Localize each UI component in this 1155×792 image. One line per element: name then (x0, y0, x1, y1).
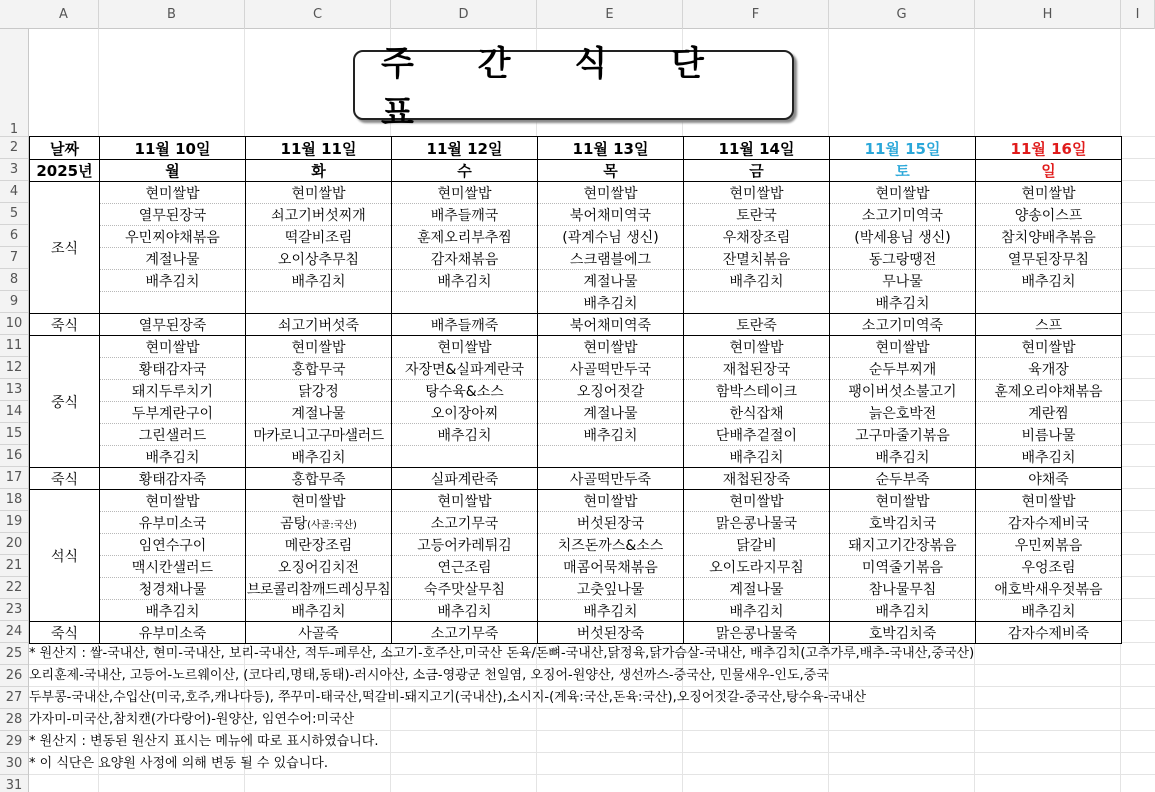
menu-item-cell[interactable]: 훈제오리야채볶음 (976, 380, 1122, 402)
menu-item-cell[interactable]: 잔멸치볶음 (684, 248, 830, 270)
menu-item-cell[interactable]: 현미쌀밥 (830, 182, 976, 204)
column-header-f[interactable]: F (683, 0, 829, 29)
column-header-i[interactable]: I (1121, 0, 1155, 29)
column-header-d[interactable]: D (391, 0, 537, 29)
menu-item-cell[interactable]: 참나물무침 (830, 578, 976, 600)
menu-item-cell[interactable]: 팽이버섯소불고기 (830, 380, 976, 402)
porridge-cell[interactable]: 토란죽 (684, 314, 830, 336)
menu-item-cell[interactable]: 육개장 (976, 358, 1122, 380)
menu-item-cell[interactable]: 고등어카레튀김 (392, 534, 538, 556)
menu-item-cell[interactable]: 양송이스프 (976, 204, 1122, 226)
menu-item-cell[interactable]: 브로콜리참깨드레싱무침 (246, 578, 392, 600)
menu-item-cell[interactable]: 참치양배추볶음 (976, 226, 1122, 248)
menu-item-cell[interactable]: 열무된장무침 (976, 248, 1122, 270)
porridge-cell[interactable]: 사골죽 (246, 622, 392, 644)
column-header-c[interactable]: C (245, 0, 391, 29)
porridge-cell[interactable]: 유부미소죽 (100, 622, 246, 644)
menu-item-cell[interactable]: 현미쌀밥 (246, 490, 392, 512)
row-header-4[interactable]: 4 (0, 181, 28, 203)
note-line[interactable]: * 원산지 : 변동된 원산지 표시는 메뉴에 따로 표시하였습니다. (29, 734, 379, 749)
row-header-15[interactable]: 15 (0, 423, 28, 445)
row-header-31[interactable]: 31 (0, 775, 28, 792)
menu-item-cell[interactable]: 배추김치 (830, 600, 976, 622)
menu-item-cell[interactable]: 현미쌀밥 (246, 182, 392, 204)
porridge-cell[interactable]: 스프 (976, 314, 1122, 336)
menu-item-cell[interactable] (684, 292, 830, 314)
menu-item-cell[interactable]: 맑은콩나물국 (684, 512, 830, 534)
menu-item-cell[interactable]: 청경채나물 (100, 578, 246, 600)
row-header-29[interactable]: 29 (0, 731, 28, 753)
menu-item-cell[interactable]: 닭강정 (246, 380, 392, 402)
menu-item-cell[interactable]: 오징어젓갈 (538, 380, 684, 402)
row-header-19[interactable]: 19 (0, 511, 28, 533)
menu-item-cell[interactable]: 현미쌀밥 (538, 336, 684, 358)
porridge-cell[interactable]: 소고기무죽 (392, 622, 538, 644)
menu-table (29, 136, 1122, 644)
menu-item-cell[interactable]: 감자수제비국 (976, 512, 1122, 534)
menu-item-cell[interactable]: (박세용님 생신) (830, 226, 976, 248)
row-header-25[interactable]: 25 (0, 643, 28, 665)
menu-item-cell[interactable]: 단배추겉절이 (684, 424, 830, 446)
menu-item-cell[interactable]: 현미쌀밥 (830, 490, 976, 512)
menu-item-cell[interactable]: 순두부찌개 (830, 358, 976, 380)
note-line[interactable]: 두부콩-국내산,수입산(미국,호주,캐나다등), 쭈꾸미-태국산,떡갈비-돼지고기(국내산),소시지-(계육:국산,돈육:국산),오징어젓갈-중국산,탕수육-국내산 (29, 690, 867, 705)
menu-item-cell[interactable]: 오이장아찌 (392, 402, 538, 424)
menu-item-cell[interactable]: 버섯된장국 (538, 512, 684, 534)
menu-item-cell[interactable]: 북어채미역국 (538, 204, 684, 226)
column-header-g[interactable]: G (829, 0, 975, 29)
menu-item-cell[interactable] (246, 292, 392, 314)
menu-item-cell[interactable]: 현미쌀밥 (538, 182, 684, 204)
menu-item-cell[interactable]: 배추김치 (538, 424, 684, 446)
row-header-13[interactable]: 13 (0, 379, 28, 401)
row-header-20[interactable]: 20 (0, 533, 28, 555)
page-title: 주 간 식 단 표 (381, 44, 730, 133)
menu-item-cell[interactable]: 배추김치 (246, 446, 392, 468)
menu-item-cell[interactable]: 계절나물 (246, 402, 392, 424)
menu-item-cell[interactable]: 배추김치 (538, 292, 684, 314)
menu-item-cell[interactable]: 현미쌀밥 (830, 336, 976, 358)
menu-item-cell[interactable]: 닭갈비 (684, 534, 830, 556)
menu-item-cell[interactable]: 함박스테이크 (684, 380, 830, 402)
column-header-e[interactable]: E (537, 0, 683, 29)
row-header-10[interactable]: 10 (0, 313, 28, 335)
menu-item-cell[interactable]: 배추김치 (392, 600, 538, 622)
porridge-cell[interactable]: 사골떡만두죽 (538, 468, 684, 490)
row-header-7[interactable]: 7 (0, 247, 28, 269)
menu-item-cell[interactable]: 황태감자국 (100, 358, 246, 380)
porridge-cell[interactable]: 소고기미역죽 (830, 314, 976, 336)
porridge-label-cell[interactable]: 죽식 (30, 314, 100, 336)
row-header-24[interactable]: 24 (0, 621, 28, 643)
menu-item-cell[interactable]: 한식잡채 (684, 402, 830, 424)
menu-item-cell[interactable]: 배추김치 (830, 446, 976, 468)
row-header-11[interactable]: 11 (0, 335, 28, 357)
weekday-cell[interactable]: 일 (976, 160, 1122, 182)
menu-item-cell[interactable]: 열무된장국 (100, 204, 246, 226)
row-header-12[interactable]: 12 (0, 357, 28, 379)
menu-item-cell[interactable]: 계절나물 (538, 270, 684, 292)
year-label-cell[interactable]: 2025년 (30, 160, 100, 182)
menu-item-cell[interactable]: 호박김치국 (830, 512, 976, 534)
date-cell[interactable]: 11월 14일 (684, 137, 830, 160)
row-header-26[interactable]: 26 (0, 665, 28, 687)
menu-item-cell[interactable]: 오이상추무침 (246, 248, 392, 270)
menu-item-cell[interactable]: 재첩된장국 (684, 358, 830, 380)
menu-item-cell[interactable]: 현미쌀밥 (100, 336, 246, 358)
menu-item-cell[interactable] (100, 292, 246, 314)
menu-item-cell[interactable]: 배추김치 (100, 270, 246, 292)
row-header-21[interactable]: 21 (0, 555, 28, 577)
date-cell[interactable]: 11월 16일 (976, 137, 1122, 160)
menu-item-cell[interactable]: 우민찌야채볶음 (100, 226, 246, 248)
menu-item-cell[interactable] (538, 446, 684, 468)
menu-item-cell[interactable]: 곰탕(사골:국산) (246, 512, 392, 534)
menu-item-cell[interactable]: 오이도라지무침 (684, 556, 830, 578)
title-box[interactable] (353, 44, 794, 133)
weekday-cell[interactable]: 목 (538, 160, 684, 182)
menu-item-cell[interactable]: 그린샐러드 (100, 424, 246, 446)
menu-item-cell[interactable]: 소고기무국 (392, 512, 538, 534)
menu-item-cell[interactable]: 현미쌀밥 (976, 490, 1122, 512)
porridge-cell[interactable]: 야채죽 (976, 468, 1122, 490)
porridge-cell[interactable]: 열무된장죽 (100, 314, 246, 336)
menu-item-cell[interactable]: (곽계수님 생신) (538, 226, 684, 248)
menu-item-cell[interactable]: 탕수육&소스 (392, 380, 538, 402)
menu-item-cell[interactable]: 떡갈비조림 (246, 226, 392, 248)
menu-item-cell[interactable]: 자장면&실파계란국 (392, 358, 538, 380)
note-line[interactable]: * 원산지 : 쌀-국내산, 현미-국내산, 보리-국내산, 적두-페루산, 소고기-호주산,미국산 돈육/돈뼈-국내산,닭정육,닭가슴살-국내산, 배추김치(고추가루,배추-국내산,중국산) (29, 646, 975, 661)
row-header-28[interactable]: 28 (0, 709, 28, 731)
menu-item-cell[interactable]: 배추김치 (100, 600, 246, 622)
menu-item-cell[interactable]: 배추김치 (684, 446, 830, 468)
menu-item-cell[interactable]: 애호박새우젓볶음 (976, 578, 1122, 600)
menu-item-cell[interactable]: 돼지두루치기 (100, 380, 246, 402)
weekday-cell[interactable]: 금 (684, 160, 830, 182)
row-header-22[interactable]: 22 (0, 577, 28, 599)
menu-item-cell[interactable]: 현미쌀밥 (976, 336, 1122, 358)
menu-item-cell[interactable]: 쇠고기버섯찌개 (246, 204, 392, 226)
menu-item-cell[interactable]: 홍합무국 (246, 358, 392, 380)
note-line[interactable]: 가자미-미국산,참치캔(가다랑어)-원양산, 임연수어:미국산 (29, 712, 355, 727)
porridge-label-cell[interactable]: 죽식 (30, 468, 100, 490)
row-header-9[interactable]: 9 (0, 291, 28, 313)
menu-item-cell[interactable] (392, 292, 538, 314)
menu-item-cell[interactable]: 스크램블에그 (538, 248, 684, 270)
menu-item-cell[interactable]: 배추김치 (100, 446, 246, 468)
menu-item-cell[interactable]: 현미쌀밥 (246, 336, 392, 358)
menu-item-cell[interactable]: 우채장조림 (684, 226, 830, 248)
row-header-18[interactable]: 18 (0, 489, 28, 511)
menu-item-cell[interactable]: 배추김치 (538, 600, 684, 622)
menu-item-cell[interactable]: 연근조림 (392, 556, 538, 578)
menu-item-cell[interactable]: 계절나물 (100, 248, 246, 270)
weekday-cell[interactable]: 화 (246, 160, 392, 182)
menu-item-cell[interactable]: 배추김치 (392, 424, 538, 446)
date-cell[interactable]: 11월 11일 (246, 137, 392, 160)
note-line[interactable]: * 이 식단은 요양원 사정에 의해 변동 될 수 있습니다. (29, 756, 328, 771)
menu-item-cell[interactable]: 두부계란구이 (100, 402, 246, 424)
porridge-cell[interactable]: 버섯된장죽 (538, 622, 684, 644)
menu-item-cell[interactable]: 배추김치 (976, 446, 1122, 468)
row-header-27[interactable]: 27 (0, 687, 28, 709)
menu-item-cell[interactable]: 늙은호박전 (830, 402, 976, 424)
menu-item-cell[interactable]: 배추김치 (684, 270, 830, 292)
menu-item-cell[interactable]: 매콤어묵채볶음 (538, 556, 684, 578)
row-header-1[interactable]: 1 (0, 29, 28, 137)
porridge-cell[interactable]: 재첩된장죽 (684, 468, 830, 490)
note-line[interactable]: 오리훈제-국내산, 고등어-노르웨이산, (코다리,명태,동태)-러시아산, 소금-영광군 천일염, 오징어-원양산, 생선까스-중국산, 민물새우-인도,중국 (29, 668, 829, 683)
row-header-14[interactable]: 14 (0, 401, 28, 423)
row-header-8[interactable]: 8 (0, 269, 28, 291)
menu-item-cell[interactable]: 치즈돈까스&소스 (538, 534, 684, 556)
row-header-23[interactable]: 23 (0, 599, 28, 621)
porridge-cell[interactable]: 북어채미역죽 (538, 314, 684, 336)
menu-item-cell[interactable]: 배추김치 (976, 600, 1122, 622)
origin-note: (사골:국산) (307, 519, 357, 531)
menu-item-cell[interactable] (392, 446, 538, 468)
row-header-2[interactable]: 2 (0, 137, 28, 159)
column-header-b[interactable]: B (99, 0, 245, 29)
menu-item-cell[interactable]: 현미쌀밥 (392, 336, 538, 358)
menu-item-cell[interactable]: 배추김치 (246, 270, 392, 292)
menu-item-cell[interactable]: 배추김치 (392, 270, 538, 292)
porridge-cell[interactable]: 순두부죽 (830, 468, 976, 490)
menu-item-cell[interactable]: 배추김치 (684, 600, 830, 622)
menu-item-cell[interactable] (976, 292, 1122, 314)
menu-item-cell[interactable]: 현미쌀밥 (976, 182, 1122, 204)
menu-item-cell[interactable]: 배추김치 (246, 600, 392, 622)
menu-item-cell[interactable]: 고구마줄기볶음 (830, 424, 976, 446)
date-cell[interactable]: 11월 13일 (538, 137, 684, 160)
menu-item-cell[interactable]: 소고기미역국 (830, 204, 976, 226)
menu-item-cell[interactable]: 현미쌀밥 (100, 182, 246, 204)
menu-item-cell[interactable]: 우민찌볶음 (976, 534, 1122, 556)
menu-item-cell[interactable]: 현미쌀밥 (538, 490, 684, 512)
menu-item-cell[interactable]: 비름나물 (976, 424, 1122, 446)
menu-item-cell[interactable]: 고춧잎나물 (538, 578, 684, 600)
menu-item-cell[interactable]: 배추김치 (830, 292, 976, 314)
menu-item-cell[interactable]: 현미쌀밥 (392, 490, 538, 512)
date-cell[interactable]: 11월 12일 (392, 137, 538, 160)
menu-item-cell[interactable]: 사골떡만두국 (538, 358, 684, 380)
breakfast-label-cell[interactable]: 조식 (30, 182, 100, 314)
row-header-30[interactable]: 30 (0, 753, 28, 775)
date-label-cell[interactable]: 날짜 (30, 137, 100, 160)
menu-item-cell[interactable]: 미역줄기볶음 (830, 556, 976, 578)
menu-item-cell[interactable]: 마카로니고구마샐러드 (246, 424, 392, 446)
porridge-cell[interactable]: 홍합무죽 (246, 468, 392, 490)
menu-item-cell[interactable]: 현미쌀밥 (684, 490, 830, 512)
porridge-cell[interactable]: 맑은콩나물죽 (684, 622, 830, 644)
weekday-cell[interactable]: 수 (392, 160, 538, 182)
row-header-5[interactable]: 5 (0, 203, 28, 225)
porridge-cell[interactable]: 배추들깨죽 (392, 314, 538, 336)
porridge-cell[interactable]: 호박김치죽 (830, 622, 976, 644)
dinner-label-cell[interactable]: 석식 (30, 490, 100, 622)
porridge-cell[interactable]: 황태감자죽 (100, 468, 246, 490)
row-header-bar (0, 29, 29, 792)
menu-item-cell[interactable]: 훈제오리부추찜 (392, 226, 538, 248)
row-header-3[interactable]: 3 (0, 159, 28, 181)
menu-item-cell[interactable]: 메란장조림 (246, 534, 392, 556)
menu-item-cell[interactable]: 오징어김치전 (246, 556, 392, 578)
porridge-cell[interactable]: 실파계란죽 (392, 468, 538, 490)
menu-item-cell[interactable]: 감자채볶음 (392, 248, 538, 270)
menu-item-cell[interactable]: 무나물 (830, 270, 976, 292)
porridge-cell[interactable]: 감자수제비죽 (976, 622, 1122, 644)
menu-item-cell[interactable]: 현미쌀밥 (684, 182, 830, 204)
menu-item-cell[interactable]: 돼지고기간장볶음 (830, 534, 976, 556)
column-header-a[interactable]: A (29, 0, 99, 29)
menu-item-cell[interactable]: 동그랑땡전 (830, 248, 976, 270)
weekday-cell[interactable]: 토 (830, 160, 976, 182)
menu-item-cell[interactable]: 계절나물 (538, 402, 684, 424)
menu-item-cell[interactable]: 우엉조림 (976, 556, 1122, 578)
menu-item-cell[interactable]: 임연수구이 (100, 534, 246, 556)
column-header-bar (0, 0, 1155, 29)
column-header-h[interactable]: H (975, 0, 1121, 29)
menu-item-cell[interactable]: 숙주맛살무침 (392, 578, 538, 600)
date-cell[interactable]: 11월 10일 (100, 137, 246, 160)
menu-item-cell[interactable]: 배추김치 (976, 270, 1122, 292)
row-header-6[interactable]: 6 (0, 225, 28, 247)
weekday-cell[interactable]: 월 (100, 160, 246, 182)
row-header-16[interactable]: 16 (0, 445, 28, 467)
menu-item-cell[interactable]: 유부미소국 (100, 512, 246, 534)
menu-item-cell[interactable]: 현미쌀밥 (100, 490, 246, 512)
row-header-17[interactable]: 17 (0, 467, 28, 489)
date-cell[interactable]: 11월 15일 (830, 137, 976, 160)
menu-item-cell[interactable]: 계란찜 (976, 402, 1122, 424)
lunch-label-cell[interactable]: 중식 (30, 336, 100, 468)
porridge-label-cell[interactable]: 죽식 (30, 622, 100, 644)
menu-item-cell[interactable]: 계절나물 (684, 578, 830, 600)
menu-item-cell[interactable]: 토란국 (684, 204, 830, 226)
menu-item-cell[interactable]: 현미쌀밥 (684, 336, 830, 358)
menu-item-cell[interactable]: 맥시칸샐러드 (100, 556, 246, 578)
menu-item-cell[interactable]: 배추들깨국 (392, 204, 538, 226)
porridge-cell[interactable]: 쇠고기버섯죽 (246, 314, 392, 336)
menu-item-cell[interactable]: 현미쌀밥 (392, 182, 538, 204)
